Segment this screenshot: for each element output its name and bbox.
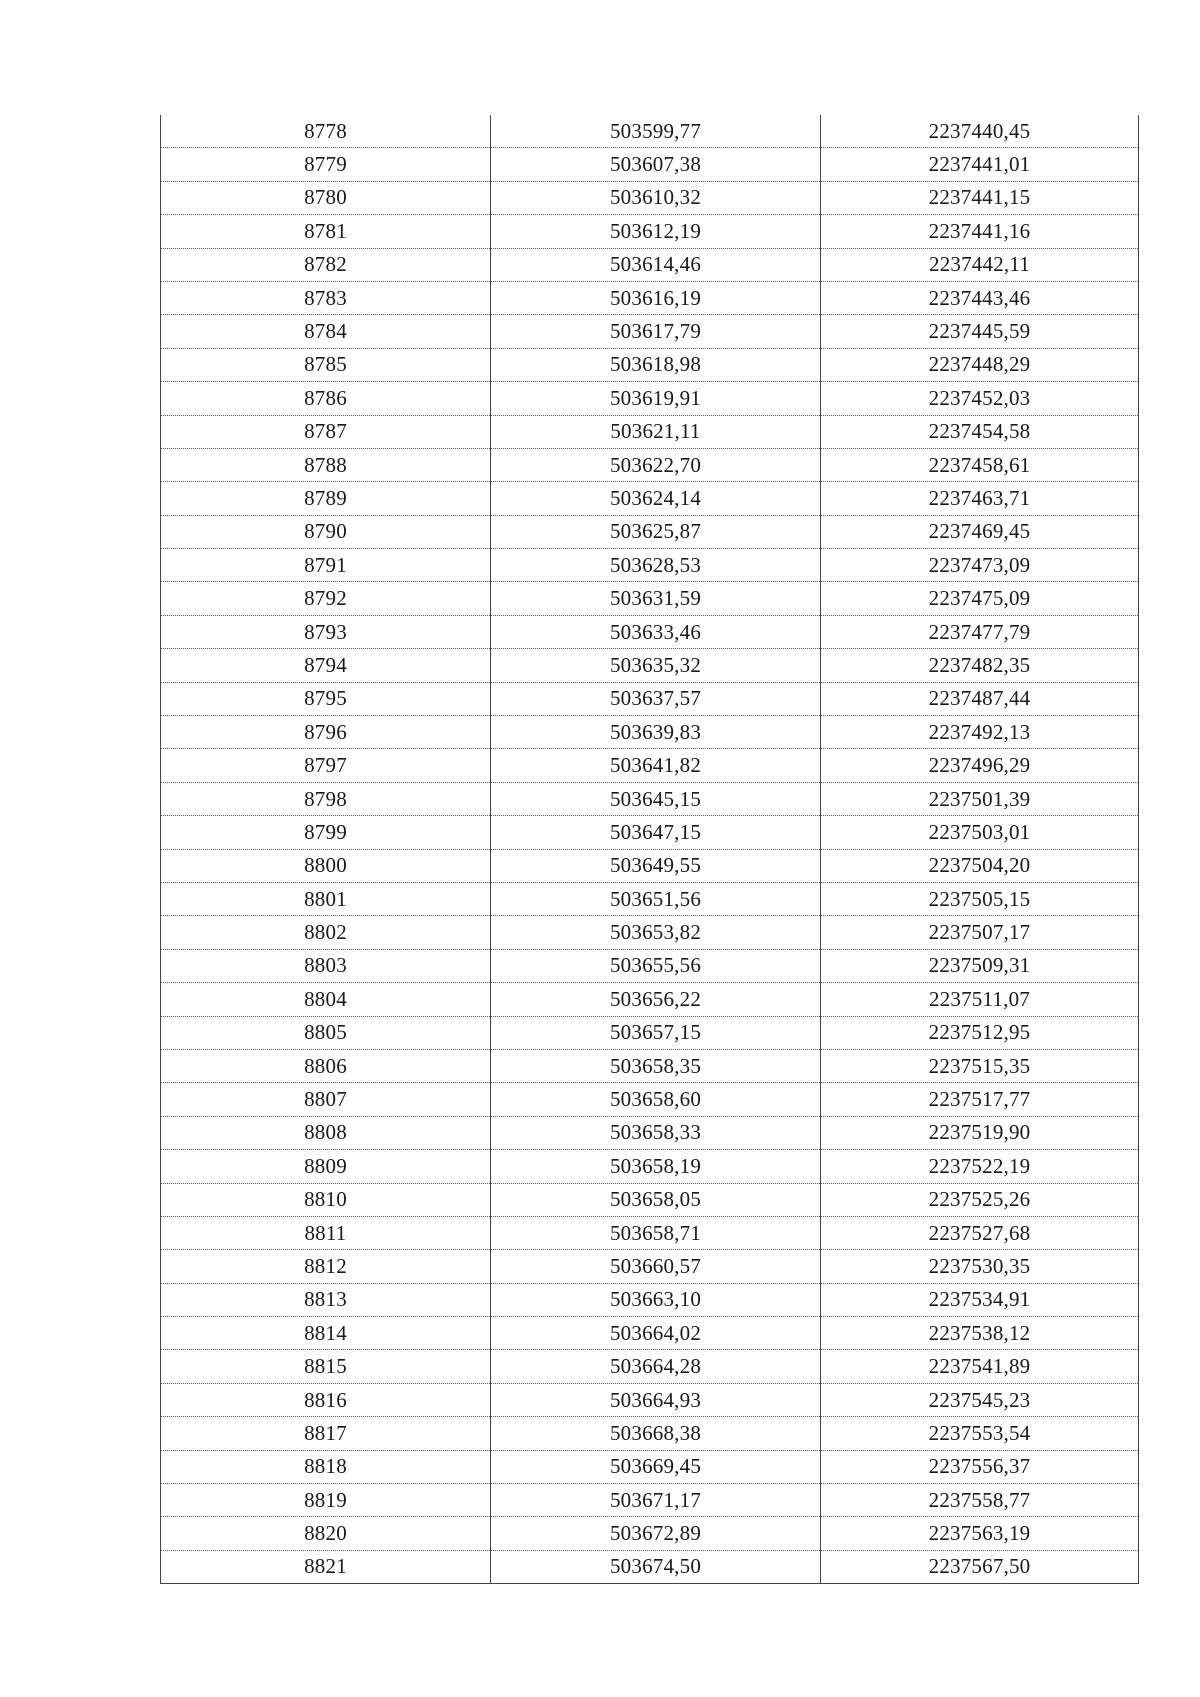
x-coordinate-cell: 503649,55: [491, 849, 821, 882]
y-coordinate-cell: 2237496,29: [821, 749, 1139, 782]
x-coordinate-cell: 503658,33: [491, 1116, 821, 1149]
table-row: [161, 281, 1139, 314]
x-coordinate-cell: 503625,87: [491, 515, 821, 548]
x-coordinate-cell: 503631,59: [491, 582, 821, 615]
y-coordinate-cell: 2237441,15: [821, 181, 1139, 214]
y-coordinate-cell: 2237509,31: [821, 949, 1139, 982]
point-number-cell: 8815: [161, 1350, 491, 1383]
x-coordinate-cell: 503616,19: [491, 281, 821, 314]
point-number-cell: 8819: [161, 1484, 491, 1517]
y-coordinate-cell: 2237534,91: [821, 1283, 1139, 1316]
y-coordinate-cell: 2237477,79: [821, 615, 1139, 648]
table-row: [161, 716, 1139, 749]
y-coordinate-cell: 2237504,20: [821, 849, 1139, 882]
table-row: [161, 782, 1139, 815]
y-coordinate-cell: 2237463,71: [821, 482, 1139, 515]
point-number-cell: 8806: [161, 1049, 491, 1082]
table-row: [161, 916, 1139, 949]
point-number-cell: 8801: [161, 882, 491, 915]
y-coordinate-cell: 2237475,09: [821, 582, 1139, 615]
x-coordinate-cell: 503655,56: [491, 949, 821, 982]
point-number-cell: 8782: [161, 248, 491, 281]
point-number-cell: 8807: [161, 1083, 491, 1116]
y-coordinate-cell: 2237522,19: [821, 1150, 1139, 1183]
point-number-cell: 8783: [161, 281, 491, 314]
x-coordinate-cell: 503674,50: [491, 1550, 821, 1583]
x-coordinate-cell: 503657,15: [491, 1016, 821, 1049]
y-coordinate-cell: 2237541,89: [821, 1350, 1139, 1383]
y-coordinate-cell: 2237563,19: [821, 1517, 1139, 1550]
x-coordinate-cell: 503618,98: [491, 348, 821, 381]
point-number-cell: 8813: [161, 1283, 491, 1316]
point-number-cell: 8817: [161, 1417, 491, 1450]
point-number-cell: 8805: [161, 1016, 491, 1049]
table-row: [161, 148, 1139, 181]
x-coordinate-cell: 503653,82: [491, 916, 821, 949]
x-coordinate-cell: 503621,11: [491, 415, 821, 448]
table-row: [161, 749, 1139, 782]
x-coordinate-cell: 503664,28: [491, 1350, 821, 1383]
table-row: [161, 1550, 1139, 1583]
y-coordinate-cell: 2237443,46: [821, 281, 1139, 314]
table-row: [161, 1216, 1139, 1249]
table-row: [161, 1484, 1139, 1517]
y-coordinate-cell: 2237517,77: [821, 1083, 1139, 1116]
table-row: [161, 115, 1139, 148]
table-row: [161, 1517, 1139, 1550]
y-coordinate-cell: 2237556,37: [821, 1450, 1139, 1483]
x-coordinate-cell: 503651,56: [491, 882, 821, 915]
x-coordinate-cell: 503663,10: [491, 1283, 821, 1316]
y-coordinate-cell: 2237482,35: [821, 649, 1139, 682]
table-row: [161, 415, 1139, 448]
x-coordinate-cell: 503610,32: [491, 181, 821, 214]
table-row: [161, 1417, 1139, 1450]
table-row: [161, 682, 1139, 715]
point-number-cell: 8809: [161, 1150, 491, 1183]
point-number-cell: 8820: [161, 1517, 491, 1550]
point-number-cell: 8802: [161, 916, 491, 949]
table-row: [161, 849, 1139, 882]
point-number-cell: 8800: [161, 849, 491, 882]
x-coordinate-cell: 503599,77: [491, 115, 821, 148]
point-number-cell: 8780: [161, 181, 491, 214]
x-coordinate-cell: 503647,15: [491, 816, 821, 849]
y-coordinate-cell: 2237501,39: [821, 782, 1139, 815]
point-number-cell: 8787: [161, 415, 491, 448]
y-coordinate-cell: 2237525,26: [821, 1183, 1139, 1216]
y-coordinate-cell: 2237505,15: [821, 882, 1139, 915]
table-row: [161, 582, 1139, 615]
table-row: [161, 1317, 1139, 1350]
point-number-cell: 8778: [161, 115, 491, 148]
y-coordinate-cell: 2237527,68: [821, 1216, 1139, 1249]
point-number-cell: 8799: [161, 816, 491, 849]
x-coordinate-cell: 503660,57: [491, 1250, 821, 1283]
y-coordinate-cell: 2237553,54: [821, 1417, 1139, 1450]
y-coordinate-cell: 2237538,12: [821, 1317, 1139, 1350]
point-number-cell: 8811: [161, 1216, 491, 1249]
y-coordinate-cell: 2237487,44: [821, 682, 1139, 715]
point-number-cell: 8792: [161, 582, 491, 615]
x-coordinate-cell: 503672,89: [491, 1517, 821, 1550]
table-row: [161, 816, 1139, 849]
table-row: [161, 615, 1139, 648]
table-row: [161, 1283, 1139, 1316]
x-coordinate-cell: 503641,82: [491, 749, 821, 782]
table-row: [161, 1183, 1139, 1216]
x-coordinate-cell: 503622,70: [491, 448, 821, 481]
x-coordinate-cell: 503639,83: [491, 716, 821, 749]
point-number-cell: 8804: [161, 983, 491, 1016]
x-coordinate-cell: 503658,05: [491, 1183, 821, 1216]
x-coordinate-cell: 503628,53: [491, 549, 821, 582]
y-coordinate-cell: 2237507,17: [821, 916, 1139, 949]
x-coordinate-cell: 503614,46: [491, 248, 821, 281]
y-coordinate-cell: 2237545,23: [821, 1383, 1139, 1416]
y-coordinate-cell: 2237454,58: [821, 415, 1139, 448]
y-coordinate-cell: 2237469,45: [821, 515, 1139, 548]
y-coordinate-cell: 2237503,01: [821, 816, 1139, 849]
x-coordinate-cell: 503624,14: [491, 482, 821, 515]
point-number-cell: 8795: [161, 682, 491, 715]
point-number-cell: 8785: [161, 348, 491, 381]
table-row: [161, 181, 1139, 214]
y-coordinate-cell: 2237448,29: [821, 348, 1139, 381]
point-number-cell: 8798: [161, 782, 491, 815]
table-row: [161, 1116, 1139, 1149]
point-number-cell: 8793: [161, 615, 491, 648]
table-row: [161, 882, 1139, 915]
x-coordinate-cell: 503669,45: [491, 1450, 821, 1483]
table-row: [161, 315, 1139, 348]
point-number-cell: 8786: [161, 382, 491, 415]
y-coordinate-cell: 2237452,03: [821, 382, 1139, 415]
table-row: [161, 1016, 1139, 1049]
table-row: [161, 1383, 1139, 1416]
table-row: [161, 248, 1139, 281]
point-number-cell: 8812: [161, 1250, 491, 1283]
table-row: [161, 382, 1139, 415]
coordinates-table: [160, 115, 1139, 1584]
point-number-cell: 8818: [161, 1450, 491, 1483]
x-coordinate-cell: 503637,57: [491, 682, 821, 715]
table-row: [161, 549, 1139, 582]
point-number-cell: 8803: [161, 949, 491, 982]
table-row: [161, 482, 1139, 515]
x-coordinate-cell: 503635,32: [491, 649, 821, 682]
table-row: [161, 1150, 1139, 1183]
y-coordinate-cell: 2237530,35: [821, 1250, 1139, 1283]
x-coordinate-cell: 503664,02: [491, 1317, 821, 1350]
x-coordinate-cell: 503612,19: [491, 215, 821, 248]
x-coordinate-cell: 503658,19: [491, 1150, 821, 1183]
point-number-cell: 8794: [161, 649, 491, 682]
y-coordinate-cell: 2237519,90: [821, 1116, 1139, 1149]
y-coordinate-cell: 2237441,16: [821, 215, 1139, 248]
y-coordinate-cell: 2237473,09: [821, 549, 1139, 582]
x-coordinate-cell: 503607,38: [491, 148, 821, 181]
y-coordinate-cell: 2237515,35: [821, 1049, 1139, 1082]
point-number-cell: 8789: [161, 482, 491, 515]
point-number-cell: 8797: [161, 749, 491, 782]
x-coordinate-cell: 503658,71: [491, 1216, 821, 1249]
y-coordinate-cell: 2237458,61: [821, 448, 1139, 481]
y-coordinate-cell: 2237512,95: [821, 1016, 1139, 1049]
point-number-cell: 8788: [161, 448, 491, 481]
x-coordinate-cell: 503617,79: [491, 315, 821, 348]
x-coordinate-cell: 503645,15: [491, 782, 821, 815]
point-number-cell: 8821: [161, 1550, 491, 1583]
y-coordinate-cell: 2237440,45: [821, 115, 1139, 148]
y-coordinate-cell: 2237558,77: [821, 1484, 1139, 1517]
point-number-cell: 8779: [161, 148, 491, 181]
x-coordinate-cell: 503671,17: [491, 1484, 821, 1517]
table-row: [161, 1049, 1139, 1082]
x-coordinate-cell: 503664,93: [491, 1383, 821, 1416]
x-coordinate-cell: 503619,91: [491, 382, 821, 415]
x-coordinate-cell: 503656,22: [491, 983, 821, 1016]
point-number-cell: 8790: [161, 515, 491, 548]
table-row: [161, 348, 1139, 381]
point-number-cell: 8814: [161, 1317, 491, 1350]
point-number-cell: 8784: [161, 315, 491, 348]
x-coordinate-cell: 503633,46: [491, 615, 821, 648]
point-number-cell: 8791: [161, 549, 491, 582]
point-number-cell: 8808: [161, 1116, 491, 1149]
coordinates-table-body: [161, 115, 1139, 1584]
y-coordinate-cell: 2237511,07: [821, 983, 1139, 1016]
x-coordinate-cell: 503668,38: [491, 1417, 821, 1450]
table-row: [161, 1350, 1139, 1383]
table-row: [161, 515, 1139, 548]
y-coordinate-cell: 2237442,11: [821, 248, 1139, 281]
y-coordinate-cell: 2237567,50: [821, 1550, 1139, 1583]
table-row: [161, 215, 1139, 248]
table-row: [161, 1083, 1139, 1116]
x-coordinate-cell: 503658,60: [491, 1083, 821, 1116]
y-coordinate-cell: 2237441,01: [821, 148, 1139, 181]
table-row: [161, 448, 1139, 481]
table-row: [161, 1450, 1139, 1483]
x-coordinate-cell: 503658,35: [491, 1049, 821, 1082]
point-number-cell: 8796: [161, 716, 491, 749]
point-number-cell: 8816: [161, 1383, 491, 1416]
table-row: [161, 1250, 1139, 1283]
table-row: [161, 983, 1139, 1016]
y-coordinate-cell: 2237445,59: [821, 315, 1139, 348]
table-row: [161, 949, 1139, 982]
point-number-cell: 8781: [161, 215, 491, 248]
table-row: [161, 649, 1139, 682]
y-coordinate-cell: 2237492,13: [821, 716, 1139, 749]
point-number-cell: 8810: [161, 1183, 491, 1216]
